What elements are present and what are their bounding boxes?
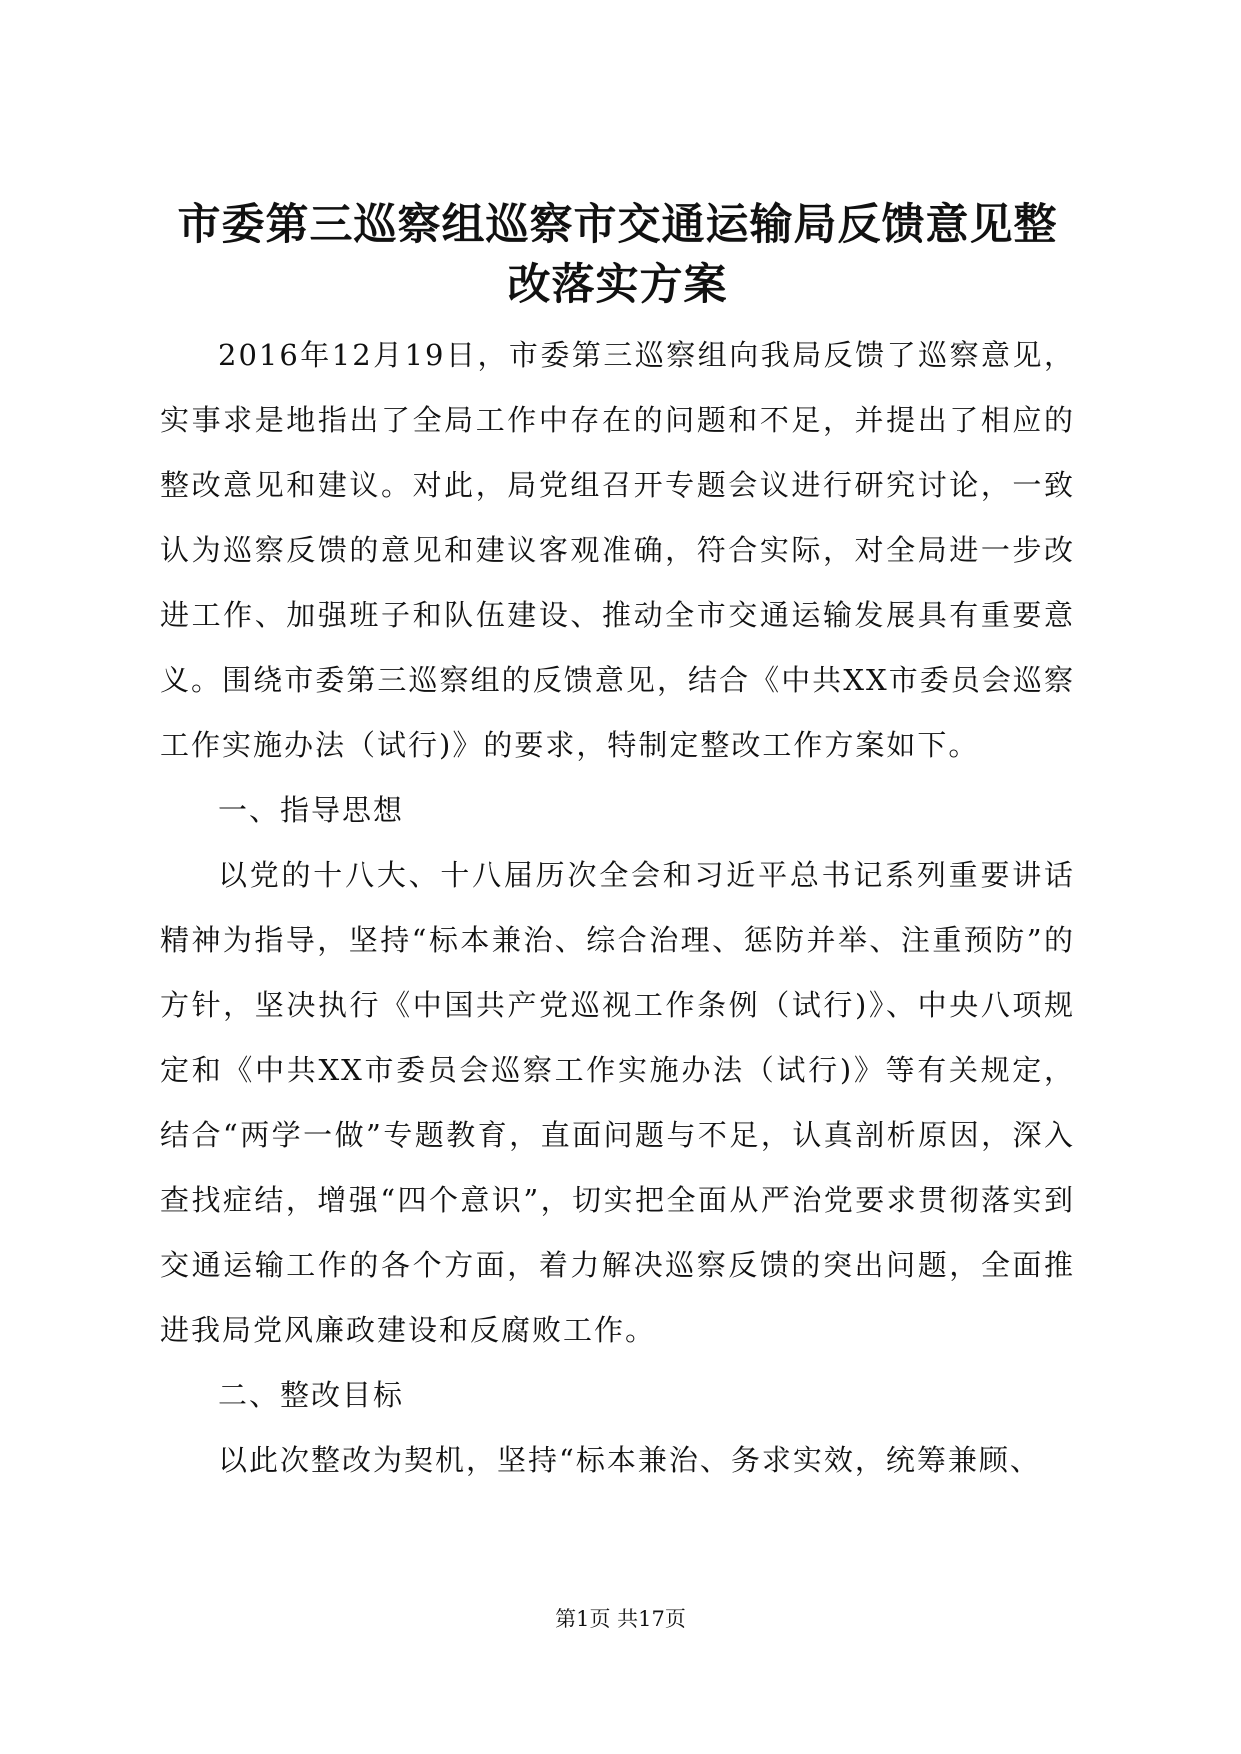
document-title: 市委第三巡察组巡察市交通运输局反馈意见整改落实方案 [177,200,1058,310]
guiding-ideology-paragraph: 以党的十八大、十八届历次全会和习近平总书记系列重要讲话精神为指导，坚持“标本兼治、综合治理、惩防并举、注重预防”的方针，坚决执行《中国共产党巡视工作条例（试行)》、中央八项规定和《中共XX市委员会巡察工作实施办法（试行)》等有关规定，结合“两学一做”专题教育，直面问题与不足，认真剖析原因，深入查找症结，增强“四个意识”，切实把全面从严治党要求贯彻落实到交通运输工作的各个方面，着力解决巡察反馈的突出问题，全面推进我局党风廉政建设和反腐败工作。 [160,858,1075,1347]
page-number-footer: 第1页 共17页 [555,1607,686,1631]
section-heading-guiding-ideology: 一、指导思想 [218,793,405,827]
section-heading-rectification-goals: 二、整改目标 [218,1378,405,1412]
rectification-goals-paragraph: 以此次整改为契机，坚持“标本兼治、务求实效，统筹兼顾、 [218,1443,1041,1477]
intro-paragraph: 2016年12月19日，市委第三巡察组向我局反馈了巡察意见，实事求是地指出了全局工作中存在的问题和不足，并提出了相应的整改意见和建议。对此，局党组召开专题会议进行研究讨论，一致认为巡察反馈的意见和建议客观准确，符合实际，对全局进一步改进工作、加强班子和队伍建设、推动全市交通运输发展具有重要意义。围绕市委第三巡察组的反馈意见，结合《中共XX市委员会巡察工作实施办法（试行)》的要求，特制定整改工作方案如下。 [160,338,1075,762]
document-body [160,195,1075,1493]
